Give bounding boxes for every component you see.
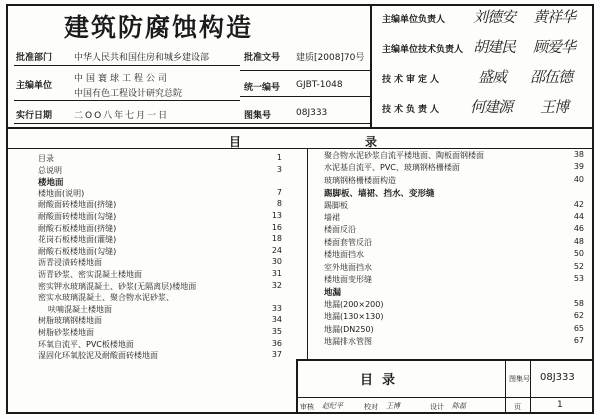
toc-entry-page: 48 [573, 236, 584, 246]
date-label: 实行日期 [16, 111, 53, 121]
sig-role-4: 技术负责人 [382, 105, 443, 115]
approval-dept-label: 批准部门 [16, 53, 53, 63]
signature: 邵伍德 [530, 68, 573, 86]
toc-entry-title: 沥青浸渍砖楼地面 [38, 258, 102, 268]
sig-role-2: 主编单位技术负责人 [382, 45, 464, 55]
toc-entry [324, 224, 584, 236]
toc-entry-title: 地漏(DN250) [324, 324, 374, 334]
toc-entry-title: 地漏(130×130) [324, 312, 384, 322]
toc-entry-title: 耐酸面砖楼地面(勾缝) [38, 212, 117, 221]
toc-entry-page: 42 [573, 199, 584, 209]
toc-heading-rule [6, 148, 594, 149]
toc-section-heading [324, 187, 584, 199]
toc-entry [38, 269, 282, 281]
toc-entry-title: 耐酸石板楼地面(勾缝) [38, 246, 117, 256]
toc-entry-title: 楼地面挡水 [324, 250, 364, 260]
toc-entry-title: 树脂玻璃钢楼地面 [38, 316, 102, 326]
toc-entry [324, 212, 584, 224]
toc-entry [324, 274, 584, 286]
toc-heading-left: 目 [229, 135, 242, 149]
toc-entry-title: 耐酸石板楼地面(挤缝) [38, 223, 117, 233]
header-rule [14, 123, 240, 124]
atlas-no-label: 图集号 [244, 111, 272, 121]
toc-entry-page: 33 [271, 303, 282, 313]
toc-entry-page: 46 [573, 224, 584, 234]
uniform-no-value: GJBT-1048 [296, 80, 343, 90]
toc-entry-title: 室外地面挡水 [324, 262, 372, 272]
toc-entry-title: 呋喃混凝土楼地面 [48, 304, 112, 314]
toc-entry-title: 聚合物水泥砂浆自流平楼地面、陶板面钢楼面 [324, 151, 484, 160]
design-label: 设计 [430, 403, 444, 411]
toc-entry [324, 237, 584, 249]
toc-entry-page: 62 [573, 311, 584, 321]
toc-entry [324, 262, 584, 274]
header-rule [240, 123, 370, 124]
signature: 王博 [540, 98, 569, 116]
toc-entry [48, 304, 282, 316]
toc-entry-page: 35 [271, 327, 282, 336]
signature: 黄祥华 [533, 8, 576, 26]
toc-entry-title: 地漏 [324, 288, 342, 299]
signature: 盛威 [478, 68, 507, 86]
toc-entry [38, 339, 282, 351]
toc-entry [38, 199, 282, 211]
toc-entry [38, 188, 282, 200]
toc-entry-title: 湿固化环氧胶泥及耐酸面砖楼地面 [38, 351, 158, 361]
toc-entry [324, 336, 584, 348]
toc-entry [38, 281, 282, 293]
toc-entry-title: 墙裙 [324, 213, 340, 222]
toc-entry-title: 楼地面变形缝 [324, 275, 372, 284]
toc-entry-page: 24 [271, 245, 282, 255]
toc-entry-title: 耐酸面砖楼地面(挤缝) [38, 200, 117, 210]
title-block-rule [296, 397, 594, 398]
uniform-no-label: 统一编号 [244, 83, 281, 93]
page-number: 1 [557, 400, 563, 410]
toc-heading-right: 录 [365, 135, 378, 149]
toc-section-heading [38, 176, 282, 188]
toc-entry [324, 162, 584, 174]
toc-entry-title: 楼地面 [38, 178, 64, 189]
toc-column-divider [307, 148, 308, 359]
toc-entry-page: 67 [573, 336, 584, 345]
toc-entry [38, 211, 282, 223]
toc-entry-title: 踢脚板、墙裙、挡水、变形缝 [324, 189, 435, 200]
toc-entry-page: 18 [271, 234, 282, 244]
signature: 胡建民 [473, 38, 516, 56]
toc-entry-page: 38 [573, 150, 584, 159]
toc-entry-page: 30 [271, 257, 282, 267]
title-block-name: 目 录 [360, 373, 396, 388]
toc-entry-title: 环氧自流平、PVC板楼地面 [38, 339, 134, 349]
design-signature: 陈磊 [452, 402, 466, 410]
header-rule [14, 65, 240, 66]
toc-entry-title: 踢脚板 [324, 200, 348, 210]
atlas-no-value: 08J333 [296, 108, 328, 118]
toc-entry [38, 246, 282, 258]
toc-entry [38, 327, 282, 339]
toc-entry-title: 楼地面(说明) [38, 188, 85, 198]
toc-entry-title: 地漏(200×200) [324, 299, 384, 309]
toc-entry-title: 水泥基自流平、PVC、玻璃钢格栅楼面 [324, 163, 460, 173]
title-block-left [296, 359, 298, 414]
title-block-atlas-value: 08J333 [540, 372, 575, 383]
sig-role-1: 主编单位负责人 [382, 15, 446, 25]
toc-entry-page: 39 [573, 162, 584, 172]
toc-entry [38, 153, 282, 165]
toc-entry [38, 234, 282, 246]
toc-entry-page: 53 [573, 274, 584, 283]
signature: 何建源 [470, 98, 513, 116]
toc-entry-page: 36 [271, 338, 282, 348]
toc-entry-title: 目录 [38, 154, 54, 163]
toc-entry-page: 31 [271, 269, 282, 278]
toc-entry-page: 16 [271, 222, 282, 232]
title-block-divider [505, 359, 506, 414]
atlas-title: 建筑防腐蚀构造 [64, 13, 254, 42]
toc-entry-page: 65 [573, 323, 584, 333]
toc-entry [324, 175, 584, 187]
header-rule [14, 100, 240, 101]
toc-entry-title: 楼面套管反沿 [324, 237, 372, 247]
toc-entry-title: 沥青砂浆、密实混凝土楼地面 [38, 270, 142, 279]
toc-entry [38, 257, 282, 269]
toc-entry [38, 223, 282, 235]
toc-entry-title: 楼面反沿 [324, 225, 356, 235]
approval-dept-value: 中华人民共和国住房和城乡建设部 [74, 53, 210, 63]
header-rule [240, 96, 370, 97]
page-label: 页 [514, 403, 521, 411]
signature: 顾爱华 [533, 38, 576, 56]
editor-unit-label: 主编单位 [16, 81, 53, 91]
toc-entry [324, 150, 584, 162]
toc-entry-page: 44 [573, 212, 584, 221]
toc-entry [324, 324, 584, 336]
approval-doc-value: 建质[2008]70号 [296, 53, 365, 63]
toc-entry-page: 3 [276, 164, 282, 174]
toc-entry-page: 52 [573, 261, 584, 271]
toc-section-heading [324, 286, 584, 298]
toc-entry-page: 40 [573, 174, 584, 184]
toc-entry-title: 地漏排水管图 [324, 337, 372, 346]
toc-entry-page: 50 [573, 249, 584, 259]
review-signature: 赵纪平 [322, 402, 343, 410]
sig-role-3: 技术审定人 [382, 75, 443, 85]
toc-entry-page: 37 [271, 350, 282, 360]
toc-entry-page: 32 [271, 280, 282, 290]
toc-entry-page: 34 [271, 315, 282, 325]
title-block-atlas-label: 图集号 [509, 375, 530, 383]
toc-entry-page: 58 [573, 298, 584, 308]
toc-entry-title: 密实钾水玻璃混凝土、砂浆(无隔离层)楼地面 [38, 281, 197, 291]
toc-entry-page: 7 [276, 187, 282, 197]
title-block-divider [530, 359, 531, 414]
check-label: 校对 [364, 403, 378, 411]
toc-entry [324, 200, 584, 212]
toc-entry-title: 树脂砂浆楼地面 [38, 328, 94, 337]
toc-entry-page: 1 [276, 153, 282, 162]
toc-entry-title: 玻璃钢格栅楼面构造 [324, 175, 396, 185]
signature: 刘德安 [473, 8, 516, 26]
toc-entry [324, 299, 584, 311]
toc-entry [324, 311, 584, 323]
review-label: 审核 [300, 403, 314, 411]
title-block-top [296, 359, 594, 361]
toc-entry [38, 165, 282, 177]
toc-entry-title: 总说明 [38, 165, 62, 175]
toc-entry-title: 密实水玻璃混凝土、聚合物水泥砂浆、 [38, 293, 174, 303]
toc-entry-page: 13 [271, 211, 282, 220]
header-bottom-rule [6, 127, 594, 129]
toc-entry [324, 249, 584, 261]
toc-entry-page: 8 [276, 199, 282, 209]
check-signature: 王博 [386, 402, 400, 410]
toc-entry [38, 350, 282, 362]
toc-entry-title: 花岗石板楼地面(灌缝) [38, 235, 117, 245]
toc-entry [38, 315, 282, 327]
header-rule [240, 70, 370, 71]
editor-unit-line1: 中国寰球工程公司 [74, 74, 171, 84]
toc-entry [38, 292, 282, 304]
date-value: 二OO八年七月一日 [74, 111, 170, 121]
editor-unit-line2: 中国有色工程设计研究总院 [74, 89, 183, 99]
approval-doc-label: 批准文号 [244, 53, 281, 63]
header-divider [370, 6, 372, 127]
